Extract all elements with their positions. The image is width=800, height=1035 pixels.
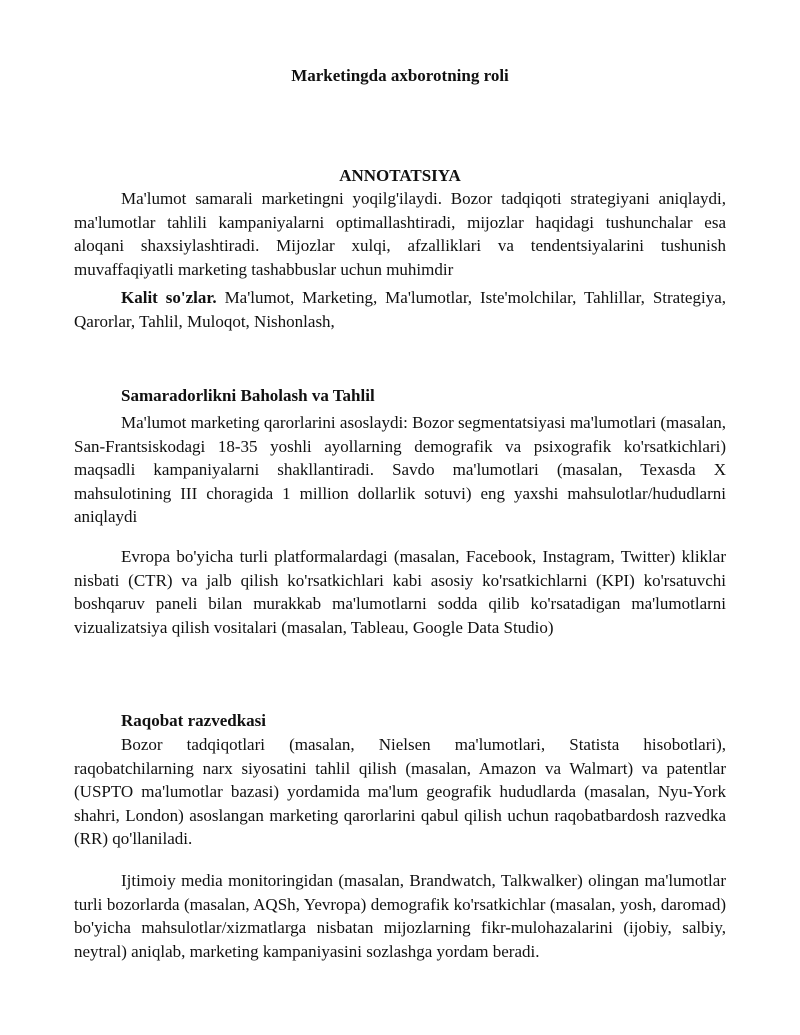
document-title: Marketingda axborotning roli [291, 66, 509, 85]
annotation-paragraph: Ma'lumot samarali marketingni yoqilg'ilaydi. Bozor tadqiqoti strategiyani aniqlaydi, ma'lumotlar tahlili kampaniyalarni optimallashtiradi, mijozlar haqidagi tushunchalar esa aloqani shaxsiylashtiradi. Mijozlar xulqi, afzalliklari va tendentsiyalarini tushunish muvaffaqiyatli marketing tashabbuslar uchun muhimdir [74, 189, 726, 279]
section-paragraph: Ijtimoiy media monitoringidan (masalan, Brandwatch, Talkwalker) olingan ma'lumotlar turli bozorlarda (masalan, AQSh, Yevropa) demografik ko'rsatkichlar (masalan, yosh, daromad) bo'yicha mahsulotlar/xizmatlarga nisbatan mijozlarning fikr-mulohazalarini (ijobiy, salbiy, neytral) aniqlab, marketing kampaniyasini sozlashga yordam beradi. [74, 871, 726, 961]
section-paragraph: Bozor tadqiqotlari (masalan, Nielsen ma'lumotlari, Statista hisobotlari), raqobatchilarning narx siyosatini tahlil qilish (masalan, Amazon va Walmart) va patentlar (USPTO ma'lumotlar bazasi) yordamida ma'lum geografik hududlarda (masalan, Nyu-York shahri, London) asoslangan marketing qarorlarini qabul qilish uchun raqobatbardosh razvedka (RR) qo'llaniladi. [74, 735, 726, 848]
keywords-paragraph [74, 286, 726, 333]
section-paragraph: Evropa bo'yicha turli platformalardagi (masalan, Facebook, Instagram, Twitter) kliklar nisbati (CTR) va jalb qilish ko'rsatkichlari kabi asosiy ko'rsatkichlarni (KPI) ko'rsatuvchi boshqaruv paneli bilan murakkab ma'lumotlarni sodda qilib ko'rsatadigan ma'lumotlarni vizualizatsiya qilish vositalari (masalan, Tableau, Google Data Studio) [74, 547, 726, 637]
section-heading: Raqobat razvedkasi [121, 711, 266, 730]
keywords-label: Kalit so'zlar. [121, 288, 217, 307]
section-heading: Samaradorlikni Baholash va Tahlil [121, 386, 375, 405]
section-paragraph: Ma'lumot marketing qarorlarini asoslaydi: Bozor segmentatsiyasi ma'lumotlari (masalan, San-Frantsiskodagi 18-35 yoshli ayollarning demografik va psixografik ko'rsatkichlari) maqsadli kampaniyalarni shakllantiradi. Savdo ma'lumotlari (masalan, Texasda X mahsulotining III choragida 1 million dollarlik sotuvi) eng yaxshi mahsulotlar/hududlarni aniqlaydi [74, 413, 726, 526]
keywords-text: Ma'lumot, Marketing, Ma'lumotlar, Iste'molchilar, Tahlillar, Strategiya, Qarorlar, Tahlil, Muloqot, Nishonlash, [74, 288, 726, 331]
annotation-heading: ANNOTATSIYA [339, 166, 461, 185]
